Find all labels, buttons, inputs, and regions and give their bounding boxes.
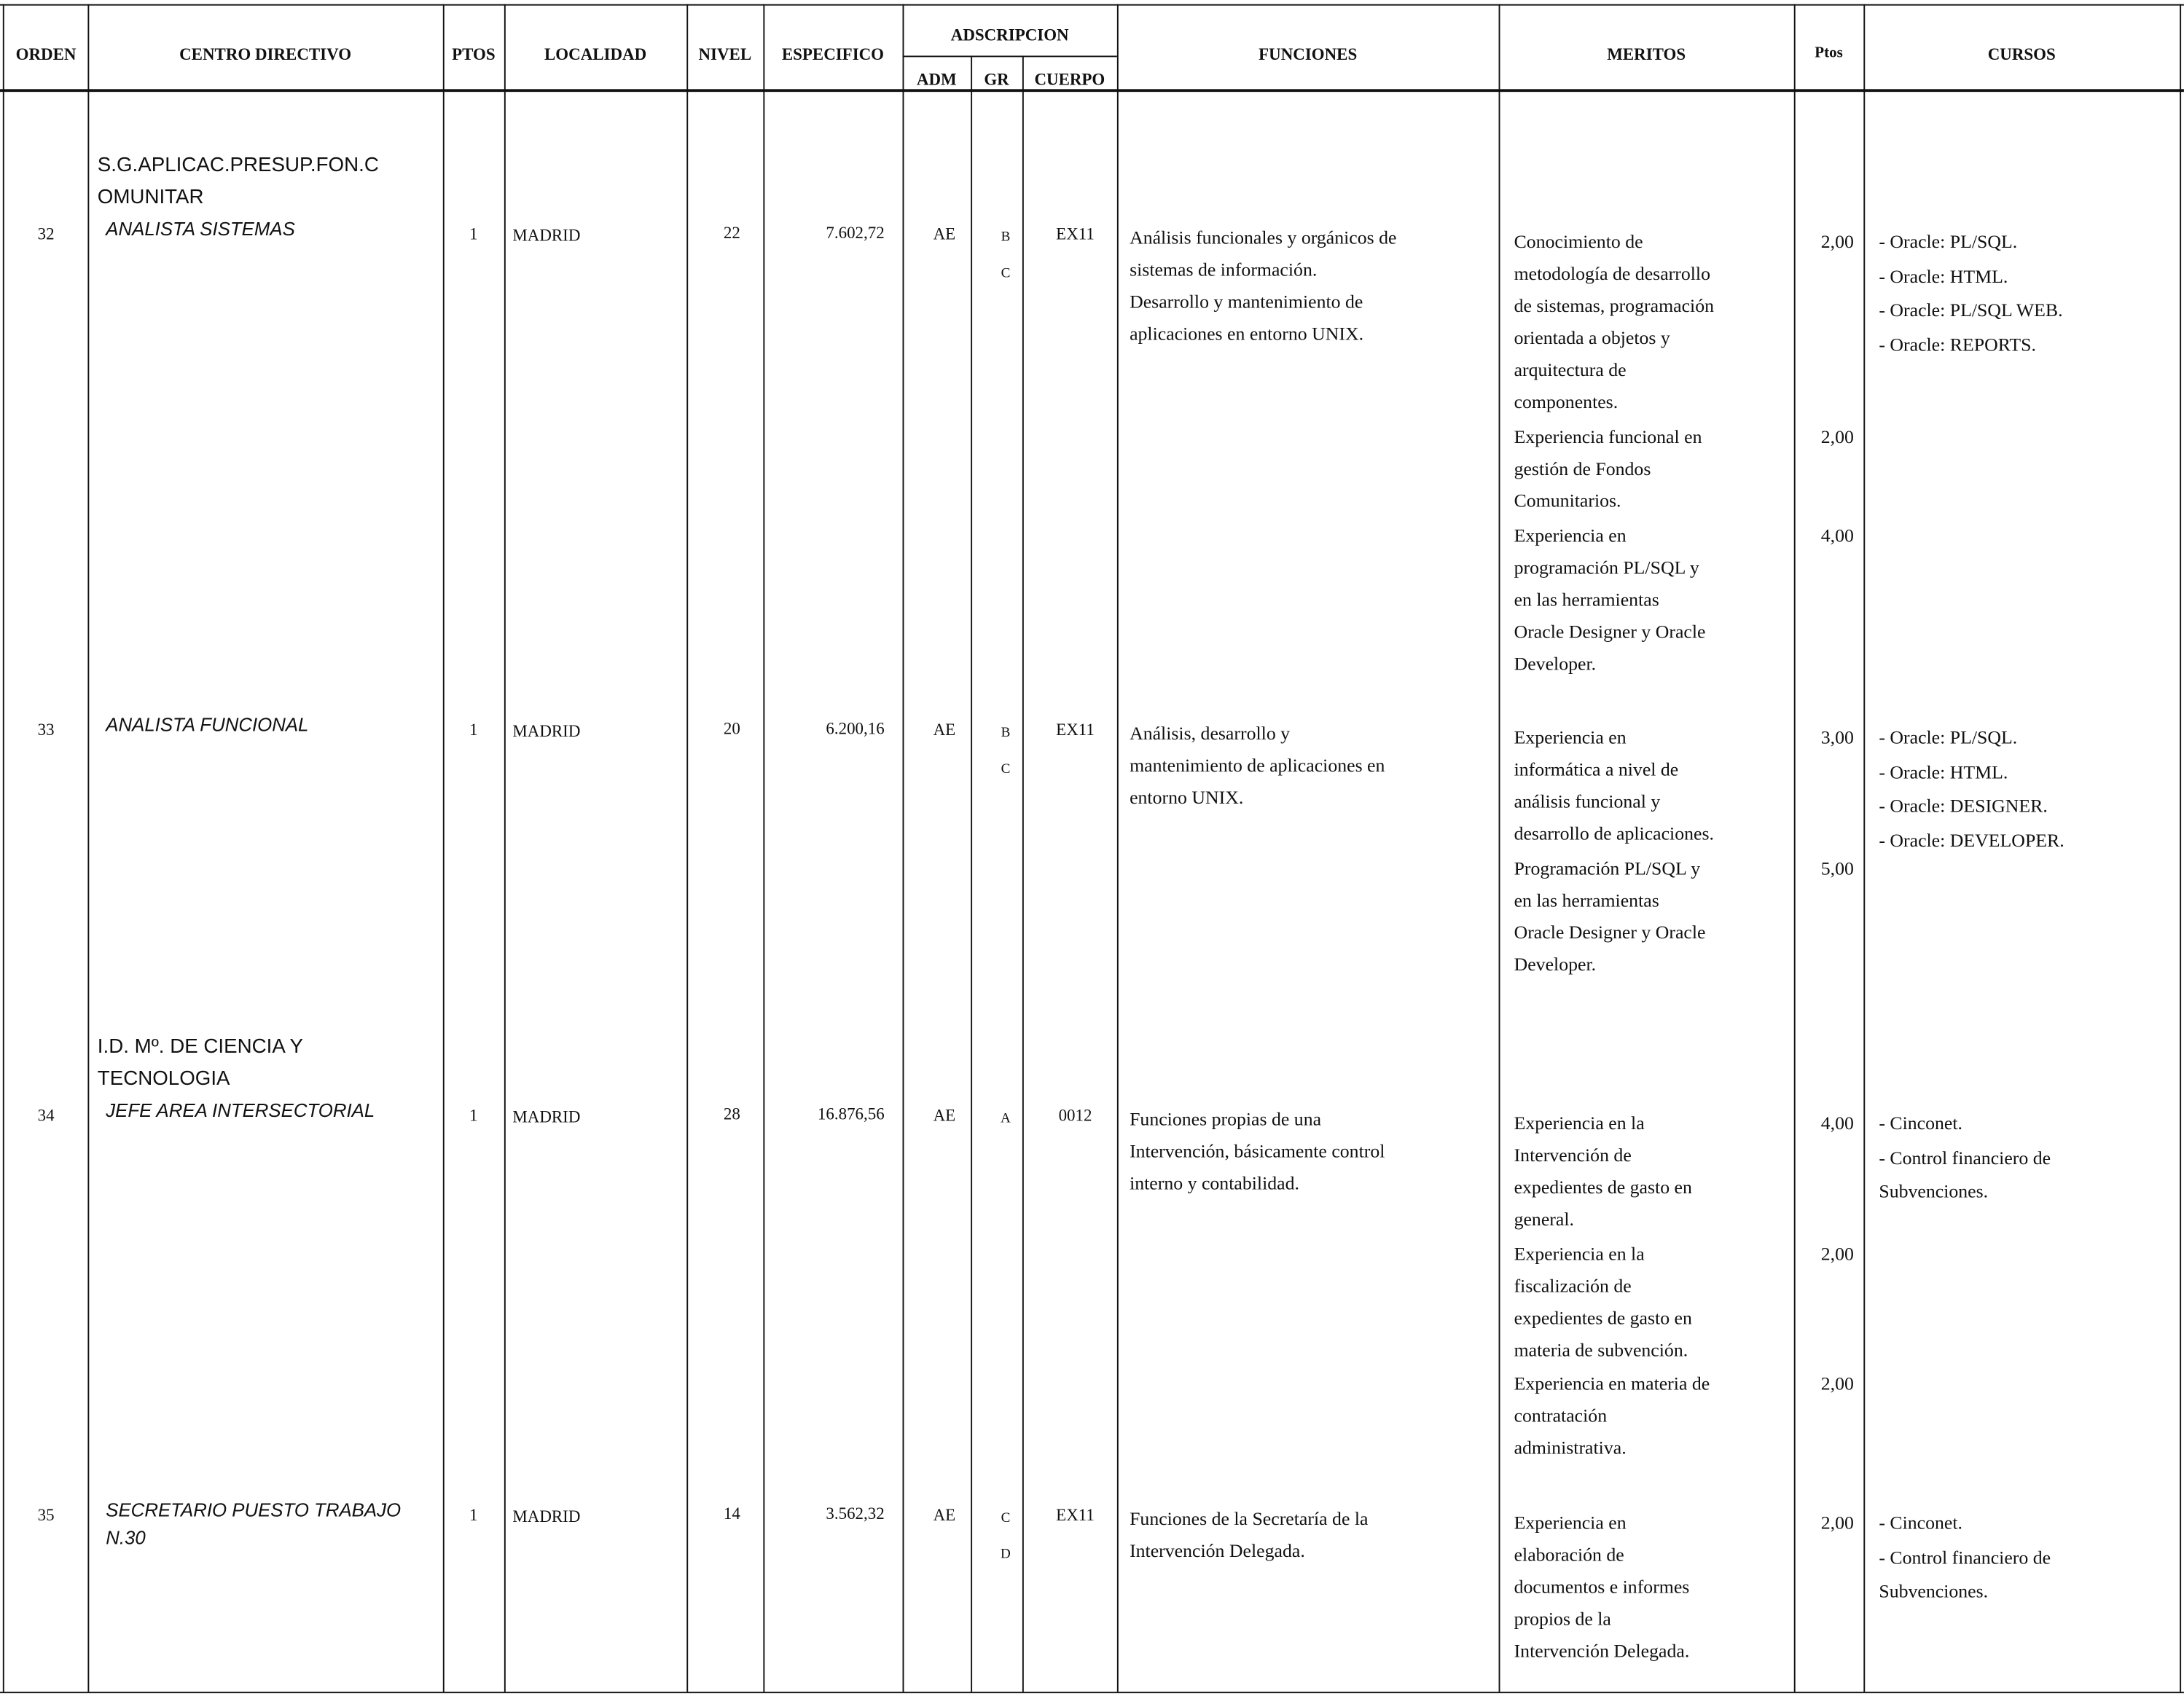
- header-adscripcion: ADSCRIPCION: [950, 25, 1069, 45]
- localidad-cell: MADRID: [512, 1507, 581, 1526]
- header-adm: ADM: [916, 69, 957, 90]
- gr-cell: A: [1001, 1111, 1011, 1127]
- header-centro-directivo: CENTRO DIRECTIVO: [179, 44, 352, 64]
- table-bottom-border: [0, 1692, 2184, 1693]
- orden-cell: 32: [37, 224, 55, 244]
- nivel-cell: 28: [723, 1104, 740, 1124]
- cuerpo-cell: EX11: [1056, 224, 1095, 244]
- col-border: [903, 4, 904, 1692]
- orden-cell: 35: [37, 1505, 55, 1525]
- puesto-name: ANALISTA FUNCIONAL: [106, 714, 309, 736]
- header-orden: ORDEN: [15, 44, 77, 64]
- adm-cell: AE: [933, 224, 956, 244]
- especifico-cell: 6.200,16: [826, 718, 885, 738]
- gr-cell: B C: [1001, 725, 1011, 777]
- group-header: S.G.APLICAC.PRESUP.FON.C OMUNITAR: [97, 154, 379, 209]
- col-border: [2180, 4, 2181, 1692]
- gr-cell: B C: [1001, 229, 1011, 282]
- ptos-cell: 1: [469, 1505, 478, 1525]
- col-border: [763, 4, 764, 1692]
- puesto-name: SECRETARIO PUESTO TRABAJO N.30: [106, 1499, 402, 1549]
- merito-pts: 5,00: [1820, 857, 1854, 879]
- funciones-cell: Funciones propias de una Intervención, básicamente control interno y contabilidad.: [1130, 1108, 1385, 1193]
- merito-pts: 2,00: [1820, 1243, 1854, 1264]
- col-border: [504, 4, 506, 1692]
- especifico-cell: 3.562,32: [826, 1504, 885, 1523]
- merito-text: Conocimiento de metodología de desarrollo de sistemas, programación orientada a objetos y arquitectura de componentes.: [1514, 231, 1715, 412]
- cursos-cell: - Oracle: PL/SQL. - Oracle: HTML. - Oracle: DESIGNER. - Oracle: DEVELOPER.: [1879, 726, 2064, 850]
- ptos-cell: 1: [469, 720, 478, 739]
- orden-cell: 33: [37, 720, 55, 739]
- cuerpo-cell: EX11: [1056, 720, 1095, 739]
- col-border: [87, 4, 89, 1692]
- header-funciones: FUNCIONES: [1259, 44, 1358, 64]
- adm-cell: AE: [933, 1105, 956, 1126]
- merito-text: Experiencia en la Intervención de expedientes de gasto en general.: [1514, 1112, 1692, 1230]
- col-border: [443, 4, 445, 1692]
- col-border: [686, 4, 688, 1692]
- nivel-cell: 20: [723, 718, 740, 738]
- especifico-cell: 16.876,56: [817, 1104, 885, 1124]
- merito-pts: 4,00: [1820, 1112, 1854, 1134]
- col-border: [1117, 4, 1119, 1692]
- nivel-cell: 14: [723, 1504, 740, 1523]
- col-border: [1863, 4, 1865, 1692]
- ptos-cell: 1: [469, 1105, 478, 1126]
- col-border: [1022, 55, 1024, 1692]
- merito-pts: 2,00: [1820, 1512, 1854, 1534]
- localidad-cell: MADRID: [512, 225, 581, 246]
- col-border: [3, 4, 4, 1692]
- merito-pts: 2,00: [1820, 426, 1854, 448]
- col-border: [1499, 4, 1500, 1692]
- header-cursos: CURSOS: [1987, 44, 2056, 64]
- orden-cell: 34: [37, 1105, 55, 1126]
- merito-text: Experiencia en informática a nivel de análisis funcional y desarrollo de aplicaciones.: [1514, 726, 1715, 844]
- funciones-cell: Análisis, desarrollo y mantenimiento de aplicaciones en entorno UNIX.: [1130, 722, 1385, 808]
- header-gr: GR: [984, 69, 1009, 90]
- adm-cell: AE: [933, 1505, 956, 1525]
- merito-pts: 3,00: [1820, 726, 1854, 748]
- group-header: I.D. Mº. DE CIENCIA Y TECNOLOGIA: [97, 1036, 304, 1091]
- ptos-cell: 1: [469, 224, 478, 244]
- adscripcion-divider: [903, 55, 1117, 57]
- header-especifico: ESPECIFICO: [781, 44, 885, 64]
- col-border: [971, 55, 972, 1692]
- header-cuerpo: CUERPO: [1034, 69, 1105, 90]
- puesto-name: ANALISTA SISTEMAS: [106, 219, 295, 240]
- merito-text: Experiencia funcional en gestión de Fondos Comunitarios.: [1514, 426, 1702, 512]
- merito-pts: 4,00: [1820, 524, 1854, 546]
- cuerpo-cell: EX11: [1056, 1505, 1095, 1525]
- cursos-cell: - Cinconet. - Control financiero de Subvenciones.: [1879, 1112, 2051, 1202]
- adm-cell: AE: [933, 720, 956, 739]
- localidad-cell: MADRID: [512, 721, 581, 741]
- cuerpo-cell: 0012: [1058, 1105, 1092, 1126]
- especifico-cell: 7.602,72: [826, 222, 885, 243]
- merito-pts: 2,00: [1820, 231, 1854, 252]
- localidad-cell: MADRID: [512, 1107, 581, 1127]
- header-nivel: NIVEL: [698, 44, 752, 64]
- cursos-cell: - Cinconet. - Control financiero de Subvenciones.: [1879, 1512, 2051, 1601]
- merito-pts: 2,00: [1820, 1373, 1854, 1394]
- header-ptos-meritos: Ptos: [1815, 44, 1843, 62]
- header-ptos: PTOS: [452, 44, 496, 64]
- merito-text: Experiencia en programación PL/SQL y en las herramientas Oracle Designer y Oracle Developer.: [1514, 524, 1706, 674]
- funciones-cell: Funciones de la Secretaría de la Intervención Delegada.: [1130, 1507, 1369, 1561]
- header-meritos: MERITOS: [1607, 44, 1686, 64]
- funciones-cell: Análisis funcionales y orgánicos de sistemas de información. Desarrollo y mantenimiento de aplicaciones en entorno UNIX.: [1130, 227, 1397, 345]
- nivel-cell: 22: [723, 222, 740, 243]
- table-top-border: [0, 4, 2184, 6]
- cursos-cell: - Oracle: PL/SQL. - Oracle: HTML. - Oracle: PL/SQL WEB. - Oracle: REPORTS.: [1879, 231, 2063, 355]
- gr-cell: C D: [1001, 1510, 1011, 1563]
- header-localidad: LOCALIDAD: [544, 44, 647, 64]
- merito-text: Experiencia en materia de contratación administrativa.: [1514, 1373, 1710, 1459]
- merito-text: Programación PL/SQL y en las herramientas Oracle Designer y Oracle Developer.: [1514, 857, 1706, 975]
- merito-text: Experiencia en la fiscalización de expedientes de gasto en materia de subvención.: [1514, 1243, 1692, 1360]
- merito-text: Experiencia en elaboración de documentos e informes propios de la Intervención Delegada.: [1514, 1512, 1690, 1662]
- puesto-name: JEFE AREA INTERSECTORIAL: [106, 1099, 375, 1121]
